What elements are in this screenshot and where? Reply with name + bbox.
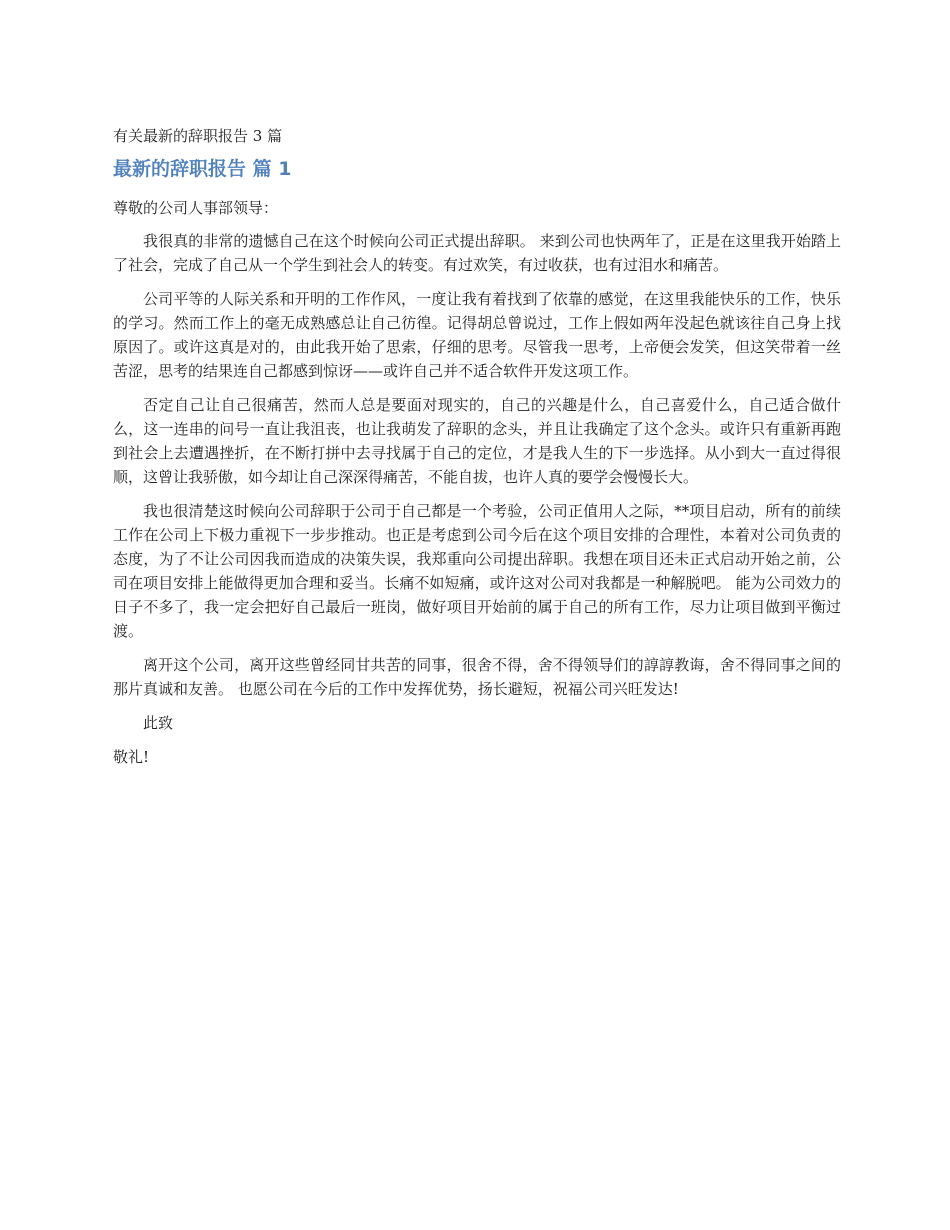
body-paragraph: 离开这个公司，离开这些曾经同甘共苦的同事，很舍不得，舍不得领导们的諄諄教诲，舍不得同事之间的那片真诚和友善。 也愿公司在今后的工作中发挥优势，扬长避短，祝福公司兴旺发达! bbox=[113, 656, 841, 698]
body-paragraph: 公司平等的人际关系和开明的工作作风，一度让我有着找到了依靠的感觉，在这里我能快乐的工作，快乐的学习。然而工作上的毫无成熟感总让自己彷徨。记得胡总曾说过，工作上假如两年没起色就该往自己身上找原因了。或许这真是对的，由此我开始了思索，仔细的思考。尽管我一思考，上帝便会发笑，但这笑带着一丝苦涩，思考的结果连自己都感到惊讶——或许自己并不适合软件开发这项工作。 bbox=[113, 290, 841, 380]
signoff-line: 敬礼! bbox=[113, 748, 150, 766]
section-heading: 最新的辞职报告 篇 1 bbox=[113, 158, 292, 180]
closing-line: 此致 bbox=[143, 714, 174, 732]
body-paragraph: 我也很清楚这时候向公司辞职于公司于自己都是一个考验，公司正值用人之际，**项目启动，所有的前续工作在公司上下极力重视下一步步推动。也正是考虑到公司今后在这个项目安排的合理性，本着对公司负责的态度，为了不让公司因我而造成的决策失误，我郑重向公司提出辞职。我想在项目还未正式启动开始之前，公司在项目安排上能做得更加合理和妥当。长痛不如短痛，或许这对公司对我都是一种解脱吧。 能为公司效力的日子不多了，我一定会把好自己最后一班岗，做好项目开始前的属于自己的所有工作，尽力让项目做到平衡过渡。 bbox=[113, 502, 841, 640]
document-page bbox=[113, 124, 841, 769]
body-paragraph: 我很真的非常的遗憾自己在这个时候向公司正式提出辞职。 来到公司也快两年了，正是在这里我开始踏上了社会，完成了自己从一个学生到社会人的转变。有过欢笑，有过收获，也有过泪水和痛苦。 bbox=[113, 232, 841, 274]
body-paragraph: 否定自己让自己很痛苦，然而人总是要面对现实的，自己的兴趣是什么，自己喜爱什么，自己适合做什么，这一连串的问号一直让我沮丧，也让我萌发了辞职的念头，并且让我确定了这个念头。或许只有重新再跑到社会上去遭遇挫折，在不断打拼中去寻找属于自己的定位，才是我人生的下一步选择。从小到大一直过得很顺，这曾让我骄傲，如今却让自己深深得痛苦，不能自拔，也许人真的要学会慢慢长大。 bbox=[113, 396, 841, 486]
document-title: 有关最新的辞职报告 3 篇 bbox=[113, 127, 283, 145]
salutation: 尊敬的公司人事部领导： bbox=[113, 199, 279, 217]
